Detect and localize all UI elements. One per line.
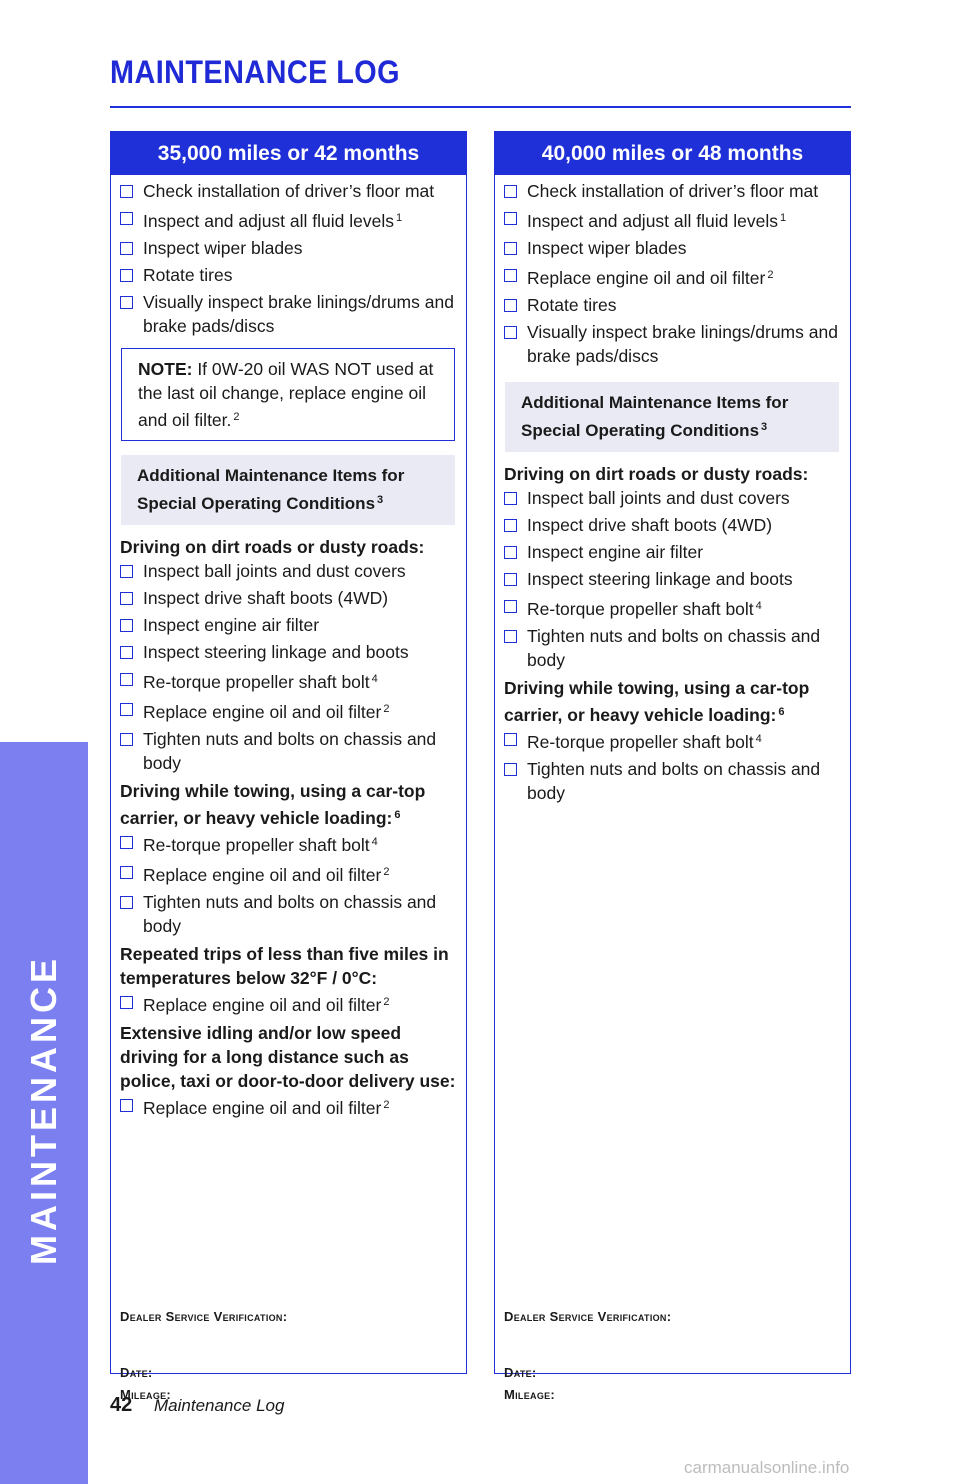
towing-heading-text: Driving while towing, using a car-top carrier, or heavy vehicle loading: [120, 781, 426, 828]
checklist-cold [120, 990, 456, 1017]
additional-items-box [121, 455, 455, 525]
checklist-item-text: Inspect wiper blades [527, 238, 687, 258]
towing-heading [504, 676, 840, 727]
checklist-item-text: Replace engine oil and oil filter [527, 268, 766, 288]
side-tab-label: MAINTENANCE [23, 955, 64, 1265]
checklist-item [120, 586, 456, 610]
checklist-item [504, 236, 840, 260]
checklist-item [504, 179, 840, 203]
checklist-item [120, 830, 456, 857]
checklist-item [120, 263, 456, 287]
cold-trips-heading: Repeated trips of less than five miles in temperatures below 32°F / 0°C: [120, 944, 449, 988]
checkbox[interactable] [504, 519, 517, 532]
panel-header: 35,000 miles or 42 months [111, 132, 466, 175]
footnote-ref: 4 [755, 600, 762, 612]
checkbox[interactable] [504, 733, 517, 746]
checklist-item-text: Tighten nuts and bolts on chassis and body [527, 759, 821, 803]
checklist-idling [120, 1093, 456, 1120]
checkbox[interactable] [504, 326, 517, 339]
checklist-item-text: Inspect and adjust all fluid levels [143, 211, 394, 231]
note-footnote: 2 [233, 411, 240, 423]
checklist-item-text: Replace engine oil and oil filter [143, 995, 382, 1015]
additional-title: Additional Maintenance Items for Special Operating Conditions [137, 466, 405, 513]
date-label: Date: [120, 1365, 153, 1380]
page-number: 42 [110, 1394, 133, 1416]
checkbox[interactable] [120, 703, 133, 716]
towing-heading-text: Driving while towing, using a car-top carrier, or heavy vehicle loading: [504, 678, 810, 725]
checkbox[interactable] [504, 269, 517, 282]
checklist-item-text: Re-torque propeller shaft bolt [143, 835, 370, 855]
checklist-item [120, 640, 456, 664]
checklist-item [504, 513, 840, 537]
checklist-item [504, 263, 840, 290]
dirt-roads-heading: Driving on dirt roads or dusty roads: [120, 537, 425, 557]
dealer-verification-label: Dealer Service Verification: [504, 1309, 672, 1324]
checklist-item [120, 667, 456, 694]
checklist-item-text: Visually inspect brake linings/drums and brake pads/discs [527, 322, 838, 366]
checklist-towing [504, 727, 840, 805]
dealer-verification-label: Dealer Service Verification: [120, 1309, 288, 1324]
mileage-label: Mileage: [120, 1387, 172, 1402]
checklist-item-text: Inspect drive shaft boots (4WD) [527, 515, 773, 535]
checklist-item [504, 567, 840, 591]
page-title: MAINTENANCE LOG [110, 54, 400, 90]
checkbox[interactable] [504, 763, 517, 776]
checklist-item-text: Rotate tires [143, 265, 233, 285]
checkbox[interactable] [120, 242, 133, 255]
checkbox[interactable] [120, 565, 133, 578]
checkbox[interactable] [120, 836, 133, 849]
additional-title: Additional Maintenance Items for Special Operating Conditions [521, 393, 789, 440]
checklist-item-text: Inspect steering linkage and boots [527, 569, 793, 589]
checkbox[interactable] [120, 212, 133, 225]
footnote-ref: 2 [383, 1099, 390, 1111]
checklist-item-text: Replace engine oil and oil filter [143, 865, 382, 885]
checklist-item [120, 890, 456, 938]
checklist-item [504, 727, 840, 754]
checklist-item-text: Check installation of driver’s floor mat [143, 181, 435, 201]
note-box [121, 348, 455, 441]
checklist-item-text: Replace engine oil and oil filter [143, 702, 382, 722]
towing-footnote: 6 [778, 706, 785, 718]
checklist-dirt [120, 559, 456, 775]
checkbox[interactable] [504, 573, 517, 586]
panel-header: 40,000 miles or 48 months [495, 132, 850, 175]
footnote-ref: 2 [383, 703, 390, 715]
checkbox[interactable] [504, 299, 517, 312]
checklist-item [504, 624, 840, 672]
checklist-item-text: Rotate tires [527, 295, 617, 315]
checklist-general [504, 179, 840, 368]
checklist-towing [120, 830, 456, 938]
checkbox[interactable] [120, 185, 133, 198]
checkbox[interactable] [120, 1099, 133, 1112]
checkbox[interactable] [504, 212, 517, 225]
checklist-item [120, 236, 456, 260]
checklist-item-text: Inspect engine air filter [527, 542, 704, 562]
checkbox[interactable] [120, 996, 133, 1009]
checklist-general [120, 179, 456, 338]
watermark: carmanualsonline.info [684, 1458, 850, 1477]
checklist-item-text: Inspect ball joints and dust covers [527, 488, 790, 508]
checklist-item [120, 860, 456, 887]
footnote-ref: 2 [383, 866, 390, 878]
footnote-ref: 2 [383, 996, 390, 1008]
additional-items-box [505, 382, 839, 452]
mileage-label: Mileage: [504, 1387, 556, 1402]
title-divider [110, 106, 851, 108]
checkbox[interactable] [504, 492, 517, 505]
checklist-item [120, 697, 456, 724]
note-label: NOTE: [138, 359, 193, 379]
checkbox[interactable] [120, 866, 133, 879]
footnote-ref: 1 [779, 212, 787, 224]
checklist-item-text: Tighten nuts and bolts on chassis and body [527, 626, 821, 670]
checkbox[interactable] [120, 296, 133, 309]
note-text: If 0W-20 oil WAS NOT used at the last oil change, replace engine oil and oil filter. [138, 359, 434, 430]
checkbox[interactable] [120, 646, 133, 659]
checklist-item [504, 206, 840, 233]
checkbox[interactable] [504, 185, 517, 198]
date-label: Date: [504, 1365, 537, 1380]
maintenance-panel-35000 [110, 131, 467, 1402]
footnote-ref: 1 [395, 212, 403, 224]
checklist-item-text: Tighten nuts and bolts on chassis and body [143, 729, 437, 773]
checkbox[interactable] [120, 896, 133, 909]
towing-footnote: 6 [394, 809, 401, 821]
footnote-ref: 2 [767, 269, 774, 281]
checklist-item [120, 613, 456, 637]
checklist-item-text: Re-torque propeller shaft bolt [527, 732, 754, 752]
checkbox[interactable] [504, 600, 517, 613]
checklist-item [120, 206, 456, 233]
checklist-item [504, 540, 840, 564]
footnote-ref: 4 [755, 733, 762, 745]
checklist-item-text: Check installation of driver’s floor mat [527, 181, 819, 201]
checklist-item [120, 727, 456, 775]
checklist-item [504, 594, 840, 621]
checkbox[interactable] [120, 592, 133, 605]
checklist-item [504, 320, 840, 368]
checklist-item [504, 293, 840, 317]
checkbox[interactable] [504, 546, 517, 559]
checkbox[interactable] [120, 269, 133, 282]
checklist-item-text: Tighten nuts and bolts on chassis and body [143, 892, 437, 936]
checklist-dirt [504, 486, 840, 672]
checkbox[interactable] [120, 619, 133, 632]
checklist-item [120, 179, 456, 203]
footnote-ref: 4 [371, 673, 378, 685]
checkbox[interactable] [504, 630, 517, 643]
idling-heading: Extensive idling and/or low speed driving for a long distance such as police, taxi or door-to-door delivery use: [120, 1023, 456, 1091]
checkbox[interactable] [120, 733, 133, 746]
checklist-item [120, 1093, 456, 1120]
maintenance-panel-40000 [494, 131, 851, 1402]
checklist-item-text: Inspect engine air filter [143, 615, 320, 635]
checkbox[interactable] [504, 242, 517, 255]
checklist-item-text: Inspect drive shaft boots (4WD) [143, 588, 389, 608]
checklist-item-text: Re-torque propeller shaft bolt [143, 672, 370, 692]
checkbox[interactable] [120, 673, 133, 686]
footer-section-title: Maintenance Log [154, 1396, 285, 1415]
additional-footnote: 3 [761, 421, 768, 433]
checklist-item [504, 757, 840, 805]
dirt-roads-heading: Driving on dirt roads or dusty roads: [504, 464, 809, 484]
checklist-item-text: Replace engine oil and oil filter [143, 1098, 382, 1118]
checklist-item [504, 486, 840, 510]
towing-heading [120, 779, 456, 830]
additional-footnote: 3 [377, 494, 384, 506]
checklist-item-text: Inspect wiper blades [143, 238, 303, 258]
checklist-item-text: Re-torque propeller shaft bolt [527, 599, 754, 619]
checklist-item [120, 990, 456, 1017]
footnote-ref: 4 [371, 836, 378, 848]
checklist-item-text: Visually inspect brake linings/drums and brake pads/discs [143, 292, 454, 336]
checklist-item [120, 290, 456, 338]
checklist-item [120, 559, 456, 583]
checklist-item-text: Inspect ball joints and dust covers [143, 561, 406, 581]
checklist-item-text: Inspect and adjust all fluid levels [527, 211, 778, 231]
checklist-item-text: Inspect steering linkage and boots [143, 642, 409, 662]
